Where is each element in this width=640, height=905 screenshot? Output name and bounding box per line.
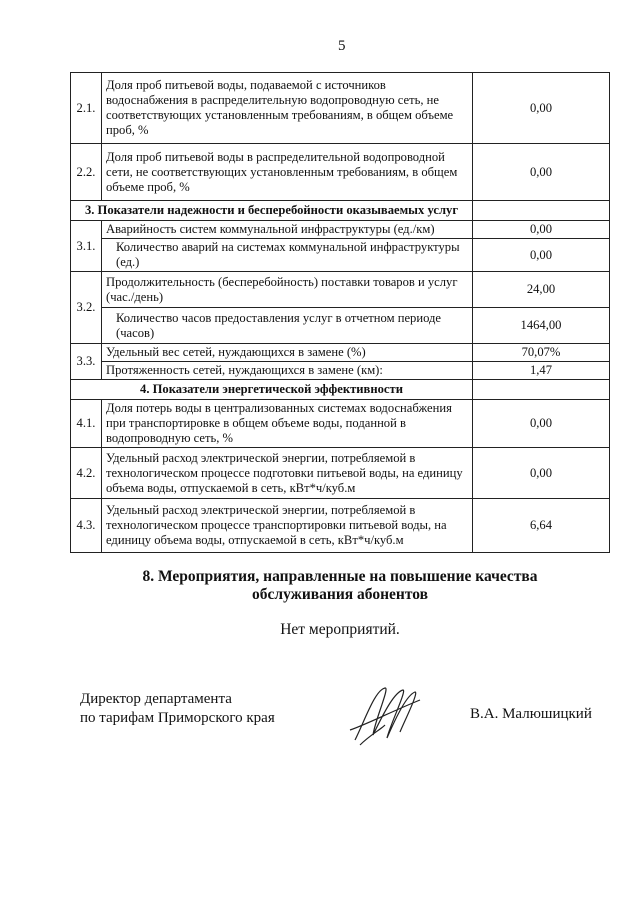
row-text: Удельный расход электрической энергии, потребляемой в технологическом процессе транспортировки питьевой воды, на единицу объема воды, отпускаемой в сеть, кВт*ч/куб.м xyxy=(102,499,473,553)
row-text: Продолжительность (бесперебойность) поставки товаров и услуг (час./день) xyxy=(102,272,473,308)
row-value: 0,00 xyxy=(473,73,610,144)
row-number: 4.1. xyxy=(71,400,102,448)
row-text: Количество часов предоставления услуг в отчетном периоде (часов) xyxy=(102,308,473,344)
row-value: 1,47 xyxy=(473,362,610,380)
row-value: 0,00 xyxy=(473,221,610,239)
row-number: 4.2. xyxy=(71,448,102,499)
indicators-table xyxy=(70,72,610,553)
table-row xyxy=(71,239,610,272)
empty-cell xyxy=(473,201,610,221)
row-text: Доля проб питьевой воды в распределительной водопроводной сети, не соответствующих установленным требованиям, в общем объеме проб, % xyxy=(102,144,473,201)
section-8-title-line2: обслуживания абонентов xyxy=(252,586,428,603)
section-8-title-line1: 8. Мероприятия, направленные на повышение качества xyxy=(142,568,538,585)
row-text: Аварийность систем коммунальной инфраструктуры (ед./км) xyxy=(102,221,473,239)
row-value: 24,00 xyxy=(473,272,610,308)
row-value: 0,00 xyxy=(473,448,610,499)
table-row xyxy=(71,448,610,499)
table-row xyxy=(71,144,610,201)
row-number: 4.3. xyxy=(71,499,102,553)
position-line2: по тарифам Приморского края xyxy=(80,710,275,726)
row-value: 70,07% xyxy=(473,344,610,362)
position-line1: Директор департамента xyxy=(80,691,232,707)
row-value: 0,00 xyxy=(473,144,610,201)
table-row xyxy=(71,400,610,448)
row-value: 6,64 xyxy=(473,499,610,553)
row-number: 2.2. xyxy=(71,144,102,201)
row-number: 3.1. xyxy=(71,221,102,272)
row-text: Доля потерь воды в централизованных системах водоснабжения при транспортировке в общем объеме воды, поданной в водопроводную сеть, % xyxy=(102,400,473,448)
section-8-heading xyxy=(0,568,640,604)
table-row xyxy=(71,344,610,362)
table-row xyxy=(71,362,610,380)
table-row xyxy=(71,499,610,553)
row-text: Доля проб питьевой воды, подаваемой с источников водоснабжения в распределительную водопроводную сеть, не соответствующих установленным требованиям, в общем объеме проб, % xyxy=(102,73,473,144)
signatory-position xyxy=(80,690,275,728)
row-text: Количество аварий на системах коммунальной инфраструктуры (ед.) xyxy=(102,239,473,272)
signatory-name: В.А. Малюшицкий xyxy=(470,706,592,722)
section-8-body: Нет мероприятий. xyxy=(280,621,400,638)
table-row xyxy=(71,272,610,308)
row-text: Удельный расход электрической энергии, потребляемой в технологическом процессе подготовки питьевой воды, на единицу объема воды, отпускаемой в сеть, кВт*ч/куб.м xyxy=(102,448,473,499)
row-value: 0,00 xyxy=(473,239,610,272)
empty-cell xyxy=(473,380,610,400)
row-value: 1464,00 xyxy=(473,308,610,344)
handwritten-signature xyxy=(345,680,425,750)
row-text: Протяженность сетей, нуждающихся в замене (км): xyxy=(102,362,473,380)
table-row xyxy=(71,221,610,239)
row-text: Удельный вес сетей, нуждающихся в замене (%) xyxy=(102,344,473,362)
section-3-title: 3. Показатели надежности и бесперебойности оказываемых услуг xyxy=(71,201,473,221)
table-row xyxy=(71,308,610,344)
page-number: 5 xyxy=(338,38,346,54)
section-header-row xyxy=(71,201,610,221)
table-row xyxy=(71,73,610,144)
row-value: 0,00 xyxy=(473,400,610,448)
row-number: 3.3. xyxy=(71,344,102,380)
row-number: 2.1. xyxy=(71,73,102,144)
row-number: 3.2. xyxy=(71,272,102,344)
section-4-title: 4. Показатели энергетической эффективности xyxy=(71,380,473,400)
section-header-row xyxy=(71,380,610,400)
